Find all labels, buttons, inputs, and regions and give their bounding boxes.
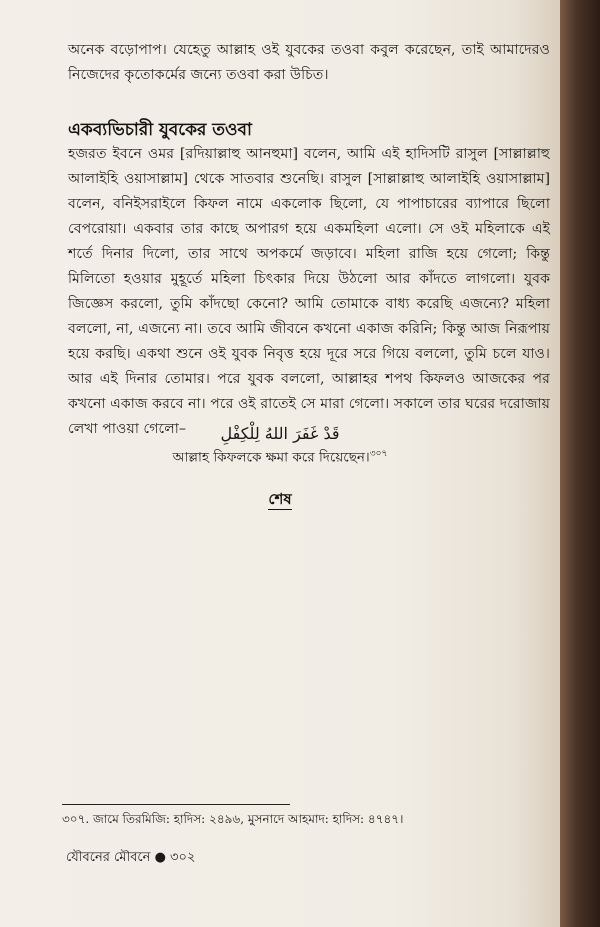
section-heading: একব্যভিচারী যুবকের তওবা xyxy=(68,120,252,140)
arabic-quote: قَدْ غَفَرَ اللهُ لِلْكِفْلِ xyxy=(220,424,340,443)
footnote-marker: ৩০৭ xyxy=(369,449,388,459)
book-spine-edge xyxy=(560,0,600,927)
quote-translation xyxy=(0,446,560,470)
book-title: যৌবনের মৌবনে xyxy=(66,850,151,865)
page-number: ৩০২ xyxy=(170,850,196,865)
end-mark-text: শেষ xyxy=(268,490,292,508)
end-mark xyxy=(0,488,560,513)
footnote: ৩০৭. জামে তিরমিজি: হাদিস: ২৪৯৬, মুসনাদে আহমাদ: হাদিস: ৪৭৪৭। xyxy=(62,812,404,826)
story-paragraph: হজরত ইবনে ওমর [রদিয়াল্লাহু আনহুমা] বলেন, আমি এই হাদিসটি রাসুল [সাল্লাল্লাহু আলাইহি ওয়াসাল্লাম] থেকে সাতবার শুনেছি। রাসুল [সাল্লাল্লাহু আলাইহি ওয়াসাল্লাম] বলেন, বনিইসরাইলে কিফল নামে একলোক ছিলো, যে পাপাচারের ব্যাপারে ছিলো বেপরোয়া। একবার তার কাছে অপারগ হয়ে একমহিলা এলো। সে ওই মহিলাকে এই শর্তে দিনার দিলো, তার সাথে অপকর্মে জড়াবে। মহিলা রাজি হয়ে গেলো; কিন্তু মিলিতো হওয়ার মুহূর্তে মহিলা চিৎকার দিয়ে উঠলো আর কাঁদতে লাগলো। যুবক জিজ্ঞেস করলো, তুমি কাঁদছো কেনো? আমি তোমাকে বাধ্য করেছি এজন্যে? মহিলা বললো, না, এজন্যে না। তবে আমি জীবনে কখনো একাজ করিনি; কিন্তু আজ নিরূপায় হয়ে করছি। একথা শুনে ওই যুবক নিবৃত্ত হয়ে দূরে সরে গিয়ে বললো, তুমি চলে যাও। আর এই দিনার তোমার। পরে যুবক বললো, আল্লাহর শপথ কিফলও আজকের পর কখনো একাজ করবে না। পরে ওই রাতেই সে মারা গেলো। সকালে তার ঘরের দরোজায় লেখা পাওয়া গেলো– xyxy=(68,146,550,437)
intro-paragraph: অনেক বড়োপাপ। যেহেতু আল্লাহ ওই যুবকের তওবা কবুল করেছেন, তাই আমাদেরও নিজেদের কৃতোকর্মের জন্যে তওবা করা উচিত। xyxy=(68,42,550,83)
footnote-divider xyxy=(62,804,290,805)
bullet-icon: ● xyxy=(154,850,166,865)
page-footer xyxy=(66,848,195,869)
translation-text: আল্লাহ কিফলকে ক্ষমা করে দিয়েছেন। xyxy=(172,449,370,466)
